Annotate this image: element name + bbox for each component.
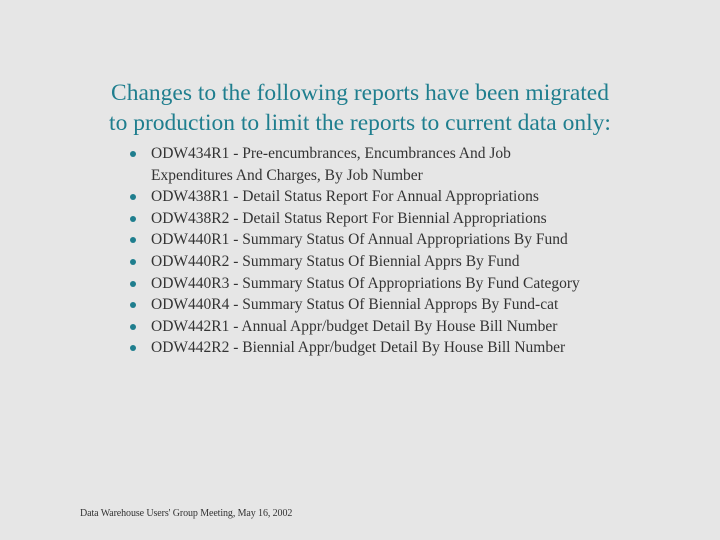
bullet-text: ODW442R2 - Biennial Appr/budget Detail By House Bill Number bbox=[151, 339, 566, 357]
bullet-item bbox=[130, 294, 690, 316]
bullet-item bbox=[130, 143, 690, 186]
bullet-text: ODW440R3 - Summary Status Of Appropriations By Fund Category bbox=[151, 274, 580, 292]
bullet-dot-icon bbox=[130, 281, 136, 287]
bullet-dot-icon bbox=[130, 302, 136, 308]
report-bullet-list bbox=[130, 143, 690, 359]
bullet-dot-icon bbox=[130, 237, 136, 243]
bullet-item bbox=[130, 186, 690, 208]
bullet-text: Expenditures And Charges, By Job Number bbox=[151, 166, 423, 184]
bullet-text: ODW438R1 - Detail Status Report For Annual Appropriations bbox=[151, 188, 539, 206]
bullet-item bbox=[130, 316, 690, 338]
bullet-item bbox=[130, 273, 690, 295]
bullet-dot-icon bbox=[130, 324, 136, 330]
bullet-item bbox=[130, 337, 690, 359]
bullet-text: ODW440R2 - Summary Status Of Biennial Apprs By Fund bbox=[151, 252, 520, 270]
bullet-text: ODW440R1 - Summary Status Of Annual Appropriations By Fund bbox=[151, 231, 568, 249]
slide-footer: Data Warehouse Users' Group Meeting, May 16, 2002 bbox=[80, 508, 293, 519]
bullet-dot-icon bbox=[130, 216, 136, 222]
bullet-text: ODW434R1 - Pre-encumbrances, Encumbrances And Job bbox=[151, 145, 511, 162]
bullet-text: ODW440R4 - Summary Status Of Biennial Approps By Fund-cat bbox=[151, 296, 559, 314]
bullet-dot-icon bbox=[130, 259, 136, 265]
bullet-dot-icon bbox=[130, 345, 136, 351]
bullet-dot-icon bbox=[130, 194, 136, 200]
slide-title-line-2: to production to limit the reports to current data only: bbox=[109, 109, 611, 136]
bullet-item bbox=[130, 251, 690, 273]
bullet-text: ODW438R2 - Detail Status Report For Biennial Appropriations bbox=[151, 209, 547, 227]
bullet-dot-icon bbox=[130, 151, 136, 157]
slide-title-line-1: Changes to the following reports have been migrated bbox=[111, 79, 609, 106]
bullet-text: ODW442R1 - Annual Appr/budget Detail By House Bill Number bbox=[151, 317, 558, 335]
slide-title bbox=[20, 78, 700, 138]
bullet-item bbox=[130, 208, 690, 230]
bullet-item bbox=[130, 229, 690, 251]
